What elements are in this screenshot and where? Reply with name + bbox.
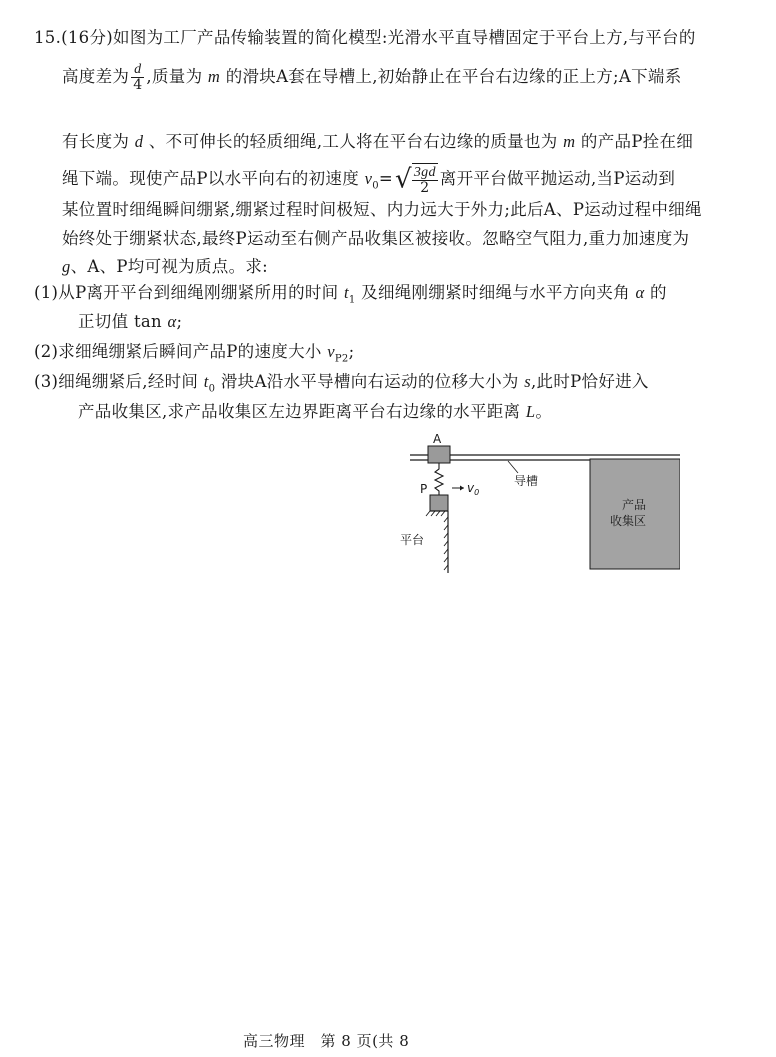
question-text: 的 xyxy=(650,283,667,302)
label-a: A xyxy=(433,432,442,446)
sqrt-expression xyxy=(395,163,438,196)
conveyor-diagram xyxy=(400,425,680,585)
question-text: (3)细绳绷紧后,经时间 xyxy=(34,372,199,391)
fraction-denominator: 4 xyxy=(133,77,143,93)
label-zone-line-1: 产品 xyxy=(622,498,647,512)
var-vp2-subscript: P2 xyxy=(334,353,349,365)
question-2 xyxy=(34,340,354,371)
question-text: 及细绳刚绷紧时细绳与水平方向夹角 xyxy=(361,283,630,302)
var-v0: v xyxy=(364,169,373,188)
label-platform: 平台 xyxy=(400,533,425,547)
radical-sign: √ xyxy=(395,164,412,195)
problem-text: 如图为工厂产品传输装置的简化模型:光滑水平直导槽固定于平台上方,与平台的 xyxy=(113,28,696,47)
problem-text: 绳下端。现使产品P以水平向右的初速度 xyxy=(62,169,360,188)
problem-points: (16分) xyxy=(61,28,114,47)
question-3-line-2 xyxy=(78,400,552,424)
var-t0: t xyxy=(203,372,209,391)
rope xyxy=(435,463,443,495)
problem-text: 、不可伸长的轻质细绳,工人将在平台右边缘的质量也为 xyxy=(148,132,558,151)
problem-line-2 xyxy=(62,62,682,93)
problem-line-4 xyxy=(62,163,675,198)
var-t1: t xyxy=(344,283,349,302)
problem-line-1 xyxy=(34,26,696,50)
problem-text: 高度差为 xyxy=(62,67,130,86)
problem-line-3 xyxy=(62,130,693,154)
problem-text: 的产品P拴在细 xyxy=(580,132,694,151)
problem-text: 某位置时细绳瞬间绷紧,绷紧过程时间极短、内力远大于外力;此后A、P运动过程中细绳 xyxy=(62,200,702,219)
question-text: ,此时P恰好进入 xyxy=(530,372,649,391)
question-1-line-1 xyxy=(34,281,667,312)
sqrt-denominator: 2 xyxy=(420,180,430,196)
problem-text: 有长度为 xyxy=(62,132,130,151)
problem-text: ,质量为 xyxy=(146,67,203,86)
question-text: ; xyxy=(348,342,355,361)
question-text: 正切值 tan xyxy=(78,312,162,331)
var-alpha: α xyxy=(167,312,177,331)
problem-text: 始终处于绷紧状态,最终P运动至右侧产品收集区被接收。忽略空气阻力,重力加速度为 xyxy=(62,229,690,248)
label-p: P xyxy=(420,482,428,496)
var-m: m xyxy=(207,67,221,86)
question-text: 产品收集区,求产品收集区左边界距离平台右边缘的水平距离 xyxy=(78,402,521,421)
question-text: 。 xyxy=(535,402,553,421)
var-alpha: α xyxy=(635,283,645,302)
problem-line-7 xyxy=(62,255,268,279)
var-d: d xyxy=(134,132,144,151)
page-footer xyxy=(243,1030,409,1051)
fraction-d-over-4 xyxy=(131,62,144,93)
platform xyxy=(426,511,448,573)
problem-text: 离开平台做平抛运动,当P运动到 xyxy=(439,169,676,188)
var-s: s xyxy=(524,372,531,391)
label-zone-line-2: 收集区 xyxy=(610,514,647,528)
velocity-arrow xyxy=(452,486,464,491)
problem-number: 15. xyxy=(34,28,62,47)
question-3-line-1 xyxy=(34,370,649,401)
slider-block-a xyxy=(428,446,450,463)
question-1-line-2 xyxy=(78,310,182,334)
var-m: m xyxy=(563,132,576,151)
var-vp2: v xyxy=(327,342,335,361)
var-t1-subscript: 1 xyxy=(348,294,356,306)
question-text: (2)求细绳绷紧后瞬间产品P的速度大小 xyxy=(34,342,322,361)
var-t0-subscript: 0 xyxy=(208,383,216,395)
footer-text: 高三物理 第 8 页(共 8 xyxy=(243,1032,410,1050)
problem-text: 、A、P均可视为质点。求: xyxy=(70,257,269,276)
question-text: 滑块A沿水平导槽向右运动的位移大小为 xyxy=(220,372,519,391)
fraction-numerator: d xyxy=(131,62,144,78)
question-text: (1)从P离开平台到细绳刚绷紧所用的时间 xyxy=(34,283,339,302)
var-v0-subscript: 0 xyxy=(372,180,379,192)
var-g: g xyxy=(62,257,71,276)
var-L: L xyxy=(525,402,536,421)
question-text: ; xyxy=(176,312,183,331)
label-guide: 导槽 xyxy=(514,474,539,488)
label-v0: $v_0$ xyxy=(467,481,480,497)
problem-line-6 xyxy=(62,227,689,251)
problem-text: 的滑块A套在导槽上,初始静止在平台右边缘的正上方;A下端系 xyxy=(225,67,682,86)
sqrt-numerator: 3gd xyxy=(413,165,436,180)
problem-line-5 xyxy=(62,198,702,222)
product-block-p xyxy=(430,495,448,511)
equals-sign: = xyxy=(378,169,393,188)
guide-leader-line xyxy=(508,461,518,473)
